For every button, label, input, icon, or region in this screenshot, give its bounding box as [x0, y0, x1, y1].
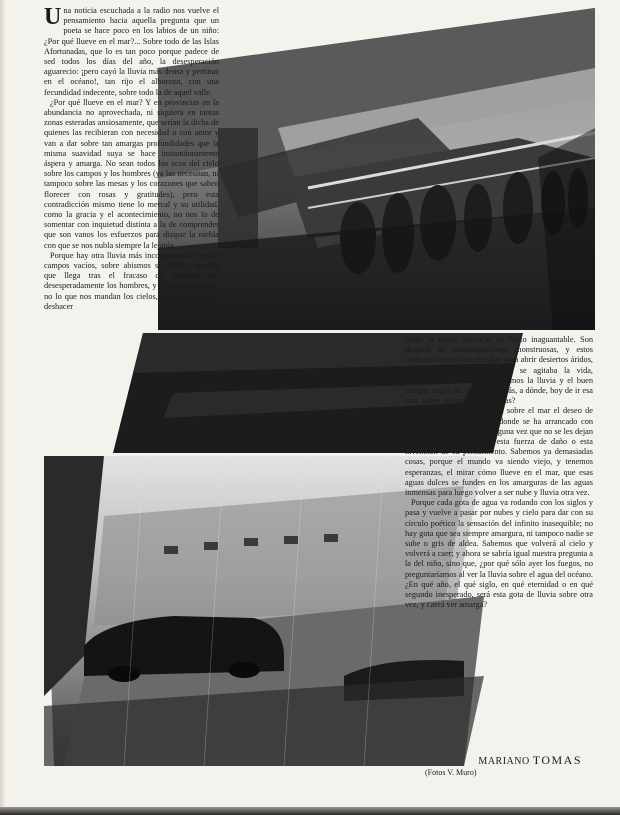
photo-waterfront-crowd	[158, 8, 595, 330]
page-edge-shadow	[0, 0, 6, 815]
paragraph: Porque cada gota de agua va rodando con los siglos y pasa y vuelve a pasar por nubes y cielo para dar con su círculo poético la sensación del infinito inasequible; no hay gota que sea siempre amargura, ni tampoco nadie se sube o gris de aldea. Sabemos que volverá al cielo y volverá a caer; y ahora se sabría igual nuestra pregunta a la del niño, sino que, ¿por qué sólo ayer los fuegos, no preguntaríamos al ver la lluvia sobre el agua del océano. ¿En qué año, el qué siglo, en qué eternidad o en qué segundo inesperado, será esta gota de lluvia sobre otra vez, y caerá ver amarga?	[405, 498, 593, 610]
article-column-right	[405, 335, 593, 745]
photo-credit: (Fotos V. Muro)	[425, 768, 477, 777]
paragraph: Porque hay otra lluvia más incomprensible, sobre campos vacíos, sobre abismos sin fondo; aquella que llega tras el fracaso de fortunas que desesperadamente los hombres, y el mágico sonido, no lo que nos mandan los cielos, que la cae por el deshacer	[44, 250, 219, 311]
author-signature	[478, 753, 582, 768]
paragraph: na noticia escuchada a la radio nos vuelve el pensamiento hacia aquella pregunta que un poeta se hace poco en los labios de un niño: ¿Por qué llueve en el mar?... Sobre todo de las Islas Afortunadas, que lo es tan poco porque padece de sed todos los días del año, la desesperación aguarecio: ¡pero cayó la lluvia más densa y pertinaz en el océano!, tan rijo el alborozo, con una fecundidad indecente, sobre todo la de aquel valle.	[44, 6, 219, 97]
author-last-name: TOMAS	[532, 753, 582, 767]
page-bottom-edge	[0, 807, 620, 815]
paragraph: ¿Por qué llueve en el mar? Y en provincias en la abundancia no aprovechada, ni siquiera en tantas zonas esteradas ansiosamente, que serían la dicha de quienes las recibieran con necesidad o con amor y van a dar sobre tan amargas profundidades que la misma suavidad suya se hace instantáneamente áspera y amarga. No sean todos los ecos del cielo sobre los campos y los hombres (ya las necesitan, ni tampoco sobre las mesas y los corazones que saben florecer con rosas y gratitudes), pero esta contradicción mismo tiene lo mercal y su utilidad, como la gracia y el acontecimiento, no nos lo de somentar con inquietud distinta a la de comprender que son vanos los esfuerzos para disipar la niebla con que se nos nubla siempre la lejanía.	[44, 97, 219, 250]
paragraph: luego la lluvia provocar su llanto inaguantable. Son después de contemplaciones monstruosas, y estos cerebros cuyas ideas estallan para abrir desiertos áridos, donde, unos segundos antes, se agitaba la vida, inventarán en otros días próximos la lluvia y el buen tiempo, según su voluntad. ¿Más, a dónde, hoy de ir esa otra, sobre qué tercos o qué olas?	[405, 335, 593, 406]
article-column-left	[44, 6, 219, 446]
author-first-name: MARIANO	[478, 756, 530, 767]
drop-cap: U	[44, 6, 62, 30]
paragraph: Es más inútil que la lluvia sobre el mar el deseo de que vuelva la vida allí de donde se ha arrancado con violencia; pero pensemos alguna vez que no se les dejan a los dioses del hombre esta fuerza de daño o esta invención de su pensamiento. Sabemos ya demasiadas cosas, porque el mundo va siendo viejo, y tenemos esperanzas, el mirar cómo llueve en el mar, que esas aguas dulces se funden en los amarguras de las aguas inmensas para luego volver a ser nube y lluvia otra vez.	[405, 406, 593, 498]
